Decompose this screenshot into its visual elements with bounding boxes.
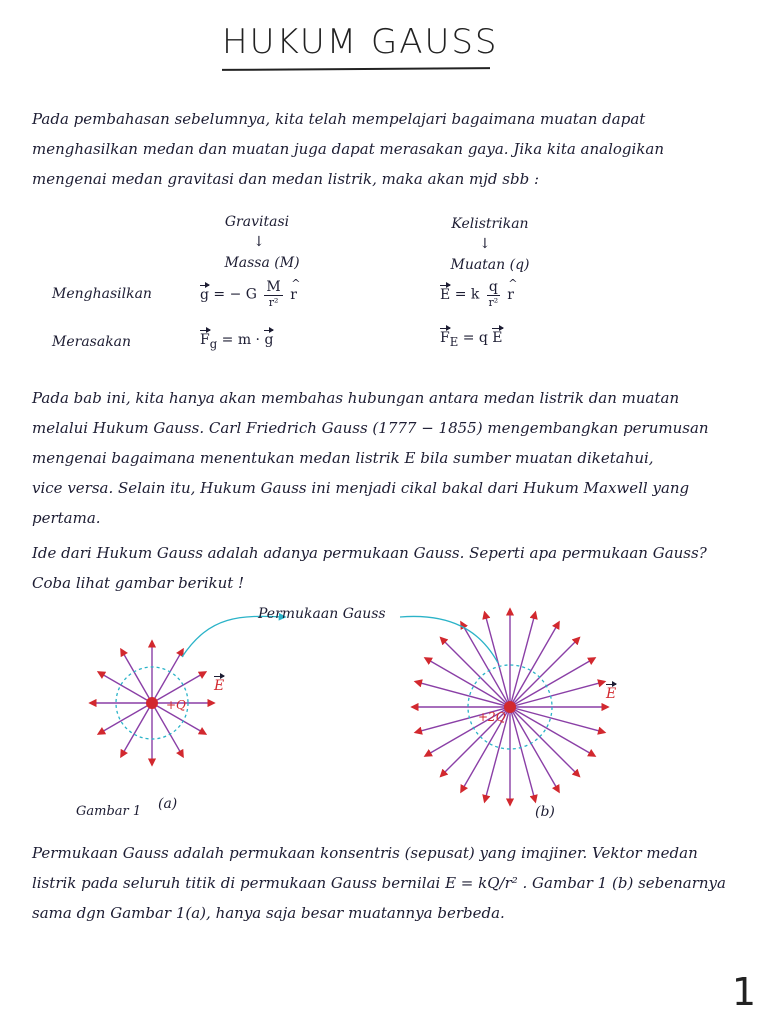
gravity-source: Massa (M) (224, 255, 300, 271)
intro-line: Pada pembahasan sebelumnya, kita telah mempelajari bagaimana muatan dapat (32, 110, 646, 128)
unit-vector-r: ^ r (507, 287, 514, 303)
field-line (510, 612, 535, 707)
paragraph-line: Pada bab ini, kita hanya akan membahas hubungan antara medan listrik dan muatan (32, 389, 680, 407)
gravity-force-equation (200, 332, 273, 351)
fraction-denominator: r² (488, 296, 499, 309)
figure-caption: Gambar 1 (76, 804, 142, 819)
field-line (152, 649, 183, 703)
fraction-denominator: r² (268, 296, 279, 309)
gravity-field-equation (200, 280, 297, 309)
gauss-surface-explanation (32, 838, 762, 928)
eq-rhs: = q (462, 330, 488, 346)
page-number: 1 (731, 970, 756, 1014)
field-label-a (214, 678, 224, 694)
title-underline (222, 67, 490, 71)
charge-b-label: +2Q (478, 710, 506, 724)
fraction-numerator: M (266, 279, 281, 295)
charge-a (146, 697, 158, 709)
gauss-surface-figure (60, 595, 700, 835)
field-line (510, 682, 605, 707)
paragraph-line: sama dgn Gambar 1(a), hanya saja besar muatannya berbeda. (32, 904, 505, 922)
paragraph-line: Coba lihat gambar berikut ! (32, 574, 245, 592)
gravity-down-arrow: ↓ (253, 234, 265, 250)
field-line (98, 672, 152, 703)
electric-field-equation (440, 280, 514, 309)
electric-source: Muatan (q) (450, 257, 530, 273)
fraction-numerator: q (488, 279, 498, 295)
surface-pointer-a (182, 616, 285, 657)
field-line (98, 703, 152, 734)
vector-g: g (264, 332, 274, 348)
subscript: E (449, 334, 459, 349)
electric-down-arrow: ↓ (479, 236, 491, 252)
caption-b: (b) (535, 804, 555, 820)
field-line (510, 707, 535, 802)
field-line (121, 649, 152, 703)
vector-E: E (440, 286, 451, 303)
caption-a: (a) (158, 796, 178, 812)
field-line (485, 612, 510, 707)
field-line (121, 703, 152, 757)
intro-paragraph (32, 104, 752, 194)
electric-force-equation (440, 330, 503, 349)
subscript: g (209, 336, 218, 351)
intro-line: mengenai medan gravitasi dan medan listrik, maka akan mjd sbb : (32, 170, 540, 188)
fraction (264, 280, 282, 309)
gauss-surface-label: Permukaan Gauss (258, 606, 386, 622)
gauss-intro-paragraph (32, 383, 752, 533)
electric-header: Kelistrikan (451, 216, 529, 232)
row-label-produces: Menghasilkan (52, 286, 152, 302)
vector-F: F (440, 330, 450, 346)
eq-mid: = k (454, 286, 480, 303)
paragraph-line: Ide dari Hukum Gauss adalah adanya permukaan Gauss. Seperti apa permukaan Gauss? (32, 544, 707, 562)
surface-pointer-b (400, 616, 498, 663)
paragraph-line: mengenai bagaimana menentukan medan listrik E bila sumber muatan diketahui, (32, 449, 654, 467)
paragraph-line: vice versa. Selain itu, Hukum Gauss ini menjadi cikal bakal dari Hukum Maxwell yang (32, 479, 690, 497)
intro-line: menghasilkan medan dan muatan juga dapat merasakan gaya. Jika kita analogikan (32, 140, 665, 158)
page-title: HUKUM GAUSS (222, 22, 499, 62)
fraction (487, 280, 500, 309)
vector-g: g (200, 286, 209, 303)
field-line (510, 707, 605, 732)
gauss-surface-question (32, 538, 752, 598)
paragraph-line: melalui Hukum Gauss. Carl Friedrich Gauss (1777 − 1855) mengembangkan perumusan (32, 419, 709, 437)
row-label-feels: Merasakan (52, 334, 132, 350)
charge-a-label: +Q (166, 698, 186, 712)
vector-F: F (200, 332, 210, 348)
field-line (415, 682, 510, 707)
paragraph-line: pertama. (32, 509, 101, 527)
eq-rhs: = m · (221, 332, 260, 348)
field-label-b (606, 686, 616, 702)
eq-mid: = − G (213, 286, 257, 303)
vector-E: E (214, 678, 225, 694)
paragraph-line: Permukaan Gauss adalah permukaan konsentris (sepusat) yang imajiner. Vektor medan (32, 844, 698, 862)
unit-vector-r: ^ r (290, 287, 297, 303)
paragraph-line: listrik pada seluruh titik di permukaan Gauss bernilai E = kQ/r² . Gambar 1 (b) sebenarnya (32, 874, 726, 892)
gravity-header: Gravitasi (224, 214, 290, 230)
vector-E: E (606, 686, 617, 702)
vector-E: E (492, 330, 503, 346)
